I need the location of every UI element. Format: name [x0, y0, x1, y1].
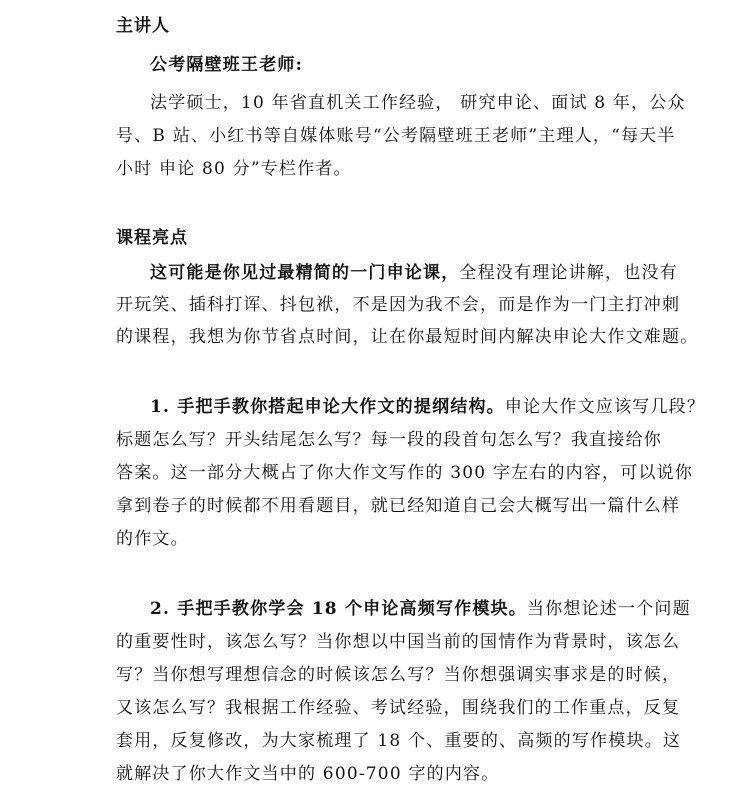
point2-line-6: 就解决了你大作文当中的 600-700 字的内容。: [116, 764, 500, 784]
point2-bold: 2. 手把手教你学会 18 个申论高频写作模块。: [150, 599, 527, 619]
point1-line-5: 的作文。: [116, 529, 189, 549]
point1-line-2: 标题怎么写？开头结尾怎么写？每一段的段首句怎么写？我直接给你: [116, 430, 662, 450]
presenter-heading: 主讲人: [116, 16, 170, 36]
point2-line-3: 写？当你想写理想信念的时候该怎么写？当你想强调实事求是的时候，: [116, 665, 681, 685]
point1-line-4: 拿到卷子的时候都不用看题目，就已经知道自己会大概写出一篇什么样: [116, 496, 681, 516]
point2-line-1: [150, 596, 691, 622]
point2-line-5: 套用，反复修改，为大家梳理了 18 个、重要的、高频的写作模块。这: [116, 731, 682, 751]
highlights-intro-line-1: [150, 260, 678, 286]
point2-rest: 当你想论述一个问题: [526, 599, 691, 619]
highlights-intro-line-3: 的课程，我想为你节省点时间，让在你最短时间内解决申论大作文难题。: [116, 327, 699, 347]
highlights-intro-rest: 全程没有理论讲解，也没有: [459, 263, 678, 283]
point1-line-3: 答案。这一部分大概占了你大作文写作的 300 字左右的内容，可以说你: [116, 463, 694, 483]
highlights-heading: 课程亮点: [116, 228, 188, 248]
highlights-intro-bold: 这可能是你见过最精简的一门申论课，: [150, 263, 460, 283]
point2-line-4: 又该怎么写？我根据工作经验、考试经验，围绕我们的工作重点，反复: [116, 698, 681, 718]
presenter-bio-line-3: 小时 申论 80 分”专栏作者。: [116, 159, 352, 179]
point2-line-2: 的重要性时，该怎么写？当你想以中国当前的国情作为背景时，该怎么: [116, 632, 681, 652]
presenter-bio-line-1: 法学硕士，10 年省直机关工作经验， 研究申论、面试 8 年，公众: [150, 93, 686, 113]
point1-bold: 1. 手把手教你搭起申论大作文的提纲结构。: [150, 397, 505, 417]
point1-line-1: [150, 394, 705, 420]
presenter-name: 公考隔壁班王老师:: [150, 55, 304, 75]
presenter-bio-line-2: 号、B 站、小红书等自媒体账号“公考隔壁班王老师”主理人，“每天半: [116, 126, 676, 146]
point1-rest: 申论大作文应该写几段？: [504, 397, 706, 417]
highlights-intro-line-2: 开玩笑、插科打诨、抖包袱，不是因为我不会，而是作为一门主打冲刺: [116, 295, 681, 315]
